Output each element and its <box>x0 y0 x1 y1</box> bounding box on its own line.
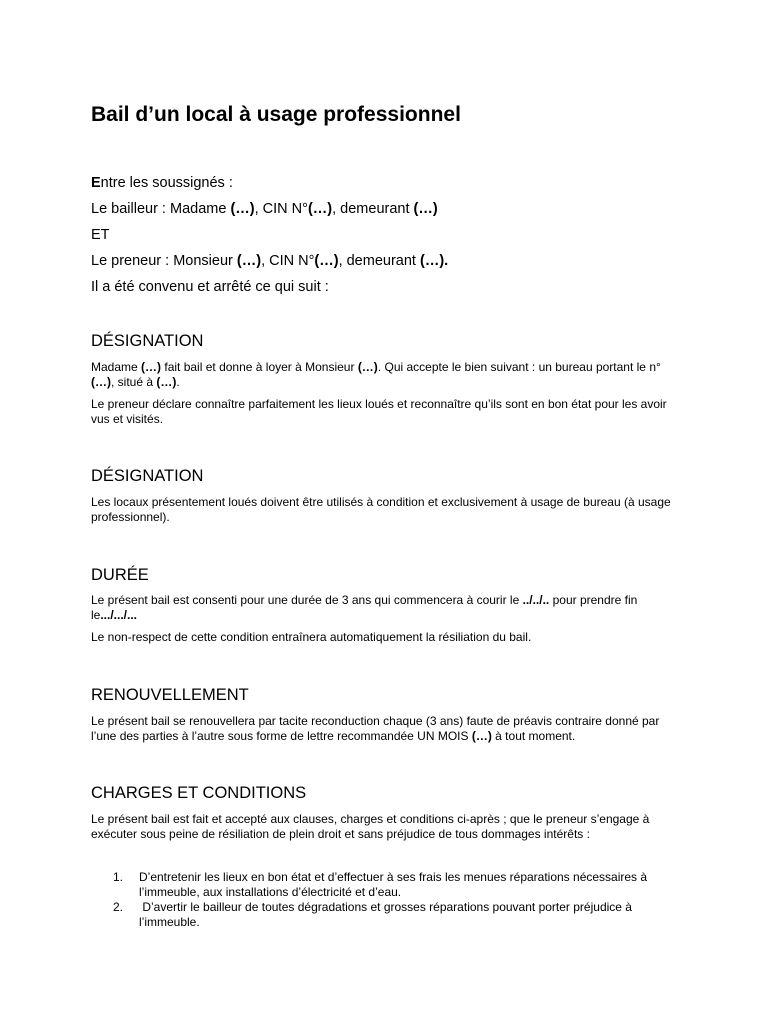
section-heading-designation-usage: DÉSIGNATION <box>91 467 204 485</box>
document-title: Bail d’un local à usage professionnel <box>91 103 461 126</box>
section-heading-renouvellement: RENOUVELLEMENT <box>91 686 249 704</box>
intro-et-line: ET <box>91 227 110 243</box>
list-item-text: D’avertir le bailleur de toutes dégradations et grosses réparations pouvant porter préjudice à l’immeuble. <box>139 900 636 929</box>
intro-bailleur-line: Le bailleur : Madame (…), CIN N°(…), demeurant (…) <box>91 201 438 217</box>
intro-convenu-line: Il a été convenu et arrêté ce qui suit : <box>91 279 329 295</box>
designation-paragraph-2: Le preneur déclare connaître parfaitement les lieux loués et reconnaître qu’ils sont en bon état pour les avoir vus et visités. <box>91 397 667 426</box>
list-item-number: 2. <box>113 900 124 914</box>
renouvellement-paragraph: Le présent bail se renouvellera par tacite reconduction chaque (3 ans) faute de préavis contraire donné par l’une des parties à l’autre sous forme de lettre recommandée UN MOIS (…) à tout moment. <box>91 714 660 743</box>
designation-paragraph-1: Madame (…) fait bail et donne à loyer à Monsieur (…). Qui accepte le bien suivant : un bureau portant le n°(…), situé à (…). <box>91 360 661 389</box>
section-heading-duree: DURÉE <box>91 566 149 584</box>
section-heading-designation: DÉSIGNATION <box>91 332 204 350</box>
list-item <box>91 870 681 900</box>
usage-paragraph: Les locaux présentement loués doivent être utilisés à condition et exclusivement à usage de bureau (à usage professionnel). <box>91 495 671 524</box>
section-heading-charges: CHARGES ET CONDITIONS <box>91 784 307 802</box>
charges-clauses-list <box>91 870 681 930</box>
list-item <box>91 900 681 930</box>
charges-paragraph: Le présent bail est fait et accepté aux clauses, charges et conditions ci-après ; que le preneur s’engage à exécuter sous peine de résiliation de plein droit et sans préjudice de tous dommages intérêts : <box>91 812 650 841</box>
intro-block <box>91 170 448 300</box>
list-item-number: 1. <box>113 870 124 884</box>
list-item-text: D’entretenir les lieux en bon état et d’effectuer à ses frais les menues réparations nécessaires à l’immeuble, aux installations d’électricité et d’eau. <box>139 870 648 899</box>
intro-preneur-line: Le preneur : Monsieur (…), CIN N°(…), demeurant (…). <box>91 253 449 269</box>
duree-paragraph-1: Le présent bail est consenti pour une durée de 3 ans qui commencera à courir le ../../.. pour prendre fin le.../.../... <box>91 593 638 622</box>
duree-paragraph-2: Le non-respect de cette condition entraînera automatiquement la résiliation du bail. <box>91 630 532 644</box>
intro-between-line: Entre les soussignés : <box>91 175 233 191</box>
